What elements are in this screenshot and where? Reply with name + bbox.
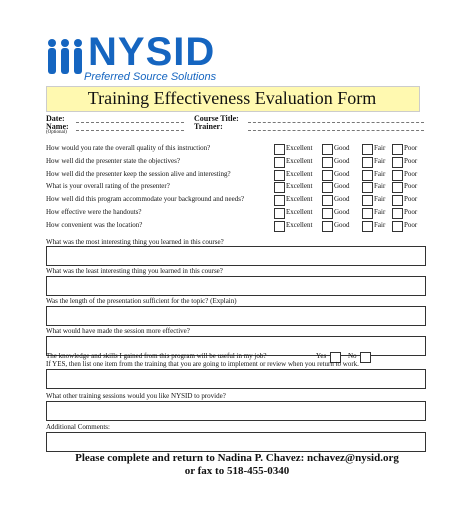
comments-box[interactable] <box>46 432 426 452</box>
rating-checkbox-fair[interactable] <box>362 157 373 168</box>
name-field[interactable] <box>76 130 184 131</box>
rating-question: How would you rate the overall quality of this instruction? <box>46 144 211 152</box>
rating-option-label: Poor <box>404 144 418 152</box>
date-field[interactable] <box>76 122 184 123</box>
logo-name: NYSID <box>88 30 216 74</box>
rating-checkbox-excellent[interactable] <box>274 157 285 168</box>
yes-label: Yes <box>316 352 327 360</box>
course-title-field[interactable] <box>248 122 424 123</box>
rating-checkbox-poor[interactable] <box>392 208 403 219</box>
rating-option-label: Fair <box>374 169 386 178</box>
no-label: No <box>348 352 357 360</box>
rating-option-label: Good <box>334 182 350 191</box>
rating-option-label: Good <box>334 195 350 204</box>
rating-option-label: Fair <box>374 208 386 216</box>
rating-option-label: Poor <box>404 169 418 178</box>
other-training-question: What other training sessions would you like NYSID to provide? <box>46 392 226 400</box>
rating-checkbox-poor[interactable] <box>392 195 403 206</box>
rating-option-label: Poor <box>404 195 418 204</box>
rating-option-label: Fair <box>374 144 386 152</box>
rating-checkbox-excellent[interactable] <box>274 195 285 206</box>
rating-option-label: Poor <box>404 182 418 191</box>
rating-checkbox-fair[interactable] <box>362 195 373 206</box>
date-label: Date: <box>46 114 65 123</box>
rating-checkbox-excellent[interactable] <box>274 170 285 181</box>
open-question: What would have made the session more effective? <box>46 327 190 335</box>
rating-option-label: Excellent <box>286 208 313 216</box>
rating-checkbox-good[interactable] <box>322 182 333 193</box>
rating-option-label: Fair <box>374 156 386 165</box>
no-checkbox[interactable] <box>360 352 371 363</box>
footer-line-2: or fax to 518-455-0340 <box>184 465 290 477</box>
open-question: What was the least interesting thing you learned in this course? <box>46 267 223 275</box>
answer-box[interactable] <box>46 401 426 421</box>
answer-box[interactable] <box>46 246 426 266</box>
rating-question: How convenient was the location? <box>46 220 143 229</box>
form-title: Training Effectiveness Evaluation Form <box>87 88 377 108</box>
rating-checkbox-poor[interactable] <box>392 144 403 155</box>
answer-box[interactable] <box>46 306 426 326</box>
trainer-field[interactable] <box>248 130 424 131</box>
rating-checkbox-fair[interactable] <box>362 208 373 219</box>
answer-box[interactable] <box>46 369 426 389</box>
open-question: What was the most interesting thing you learned in this course? <box>46 238 224 246</box>
rating-question: How effective were the handouts? <box>46 208 142 216</box>
rating-checkbox-excellent[interactable] <box>274 221 285 232</box>
rating-option-label: Fair <box>374 195 386 204</box>
rating-checkbox-good[interactable] <box>322 170 333 181</box>
rating-checkbox-fair[interactable] <box>362 144 373 155</box>
rating-checkbox-poor[interactable] <box>392 170 403 181</box>
rating-question: How well did the presenter keep the session alive and interesting? <box>46 169 231 178</box>
yesno-question: The knowledge and skills I gained from this program will be useful in my job? <box>46 352 267 360</box>
rating-checkbox-fair[interactable] <box>362 182 373 193</box>
name-label: Name: <box>46 122 69 131</box>
rating-option-label: Poor <box>404 208 418 216</box>
rating-question: What is your overall rating of the presenter? <box>46 182 170 191</box>
rating-checkbox-good[interactable] <box>322 195 333 206</box>
rating-option-label: Excellent <box>286 220 313 229</box>
rating-checkbox-poor[interactable] <box>392 221 403 232</box>
rating-question: How well did the presenter state the objectives? <box>46 156 180 165</box>
rating-checkbox-excellent[interactable] <box>274 208 285 219</box>
comments-label: Additional Comments: <box>46 423 110 431</box>
logo-figures-icon <box>46 38 86 78</box>
rating-checkbox-good[interactable] <box>322 144 333 155</box>
rating-option-label: Good <box>334 144 350 152</box>
answer-box[interactable] <box>46 276 426 296</box>
name-optional-note: (Optional) <box>46 130 67 135</box>
rating-checkbox-good[interactable] <box>322 208 333 219</box>
rating-option-label: Poor <box>404 156 418 165</box>
rating-option-label: Poor <box>404 220 418 229</box>
rating-option-label: Excellent <box>286 169 313 178</box>
rating-checkbox-fair[interactable] <box>362 221 373 232</box>
rating-option-label: Fair <box>374 220 386 229</box>
rating-checkbox-poor[interactable] <box>392 182 403 193</box>
rating-checkbox-excellent[interactable] <box>274 182 285 193</box>
yesno-followup: If YES, then list one item from the training that you are going to implement or review when you return to work. <box>46 360 359 368</box>
rating-checkbox-good[interactable] <box>322 221 333 232</box>
rating-option-label: Good <box>334 169 350 178</box>
rating-checkbox-fair[interactable] <box>362 170 373 181</box>
rating-option-label: Excellent <box>286 156 313 165</box>
rating-checkbox-poor[interactable] <box>392 157 403 168</box>
rating-option-label: Good <box>334 208 350 216</box>
logo-tagline: Preferred Source Solutions <box>84 71 217 83</box>
rating-option-label: Good <box>334 156 350 165</box>
rating-checkbox-good[interactable] <box>322 157 333 168</box>
rating-option-label: Fair <box>374 182 386 191</box>
rating-option-label: Excellent <box>286 182 313 191</box>
trainer-label: Trainer: <box>194 122 223 131</box>
rating-option-label: Good <box>334 220 350 229</box>
footer-line-1: Please complete and return to Nadina P. Chavez: nchavez@nysid.org <box>75 452 399 464</box>
rating-question: How well did this program accommodate your background and needs? <box>46 195 245 204</box>
course-title-label: Course Title: <box>194 114 239 123</box>
rating-checkbox-excellent[interactable] <box>274 144 285 155</box>
rating-option-label: Excellent <box>286 144 313 152</box>
open-question: Was the length of the presentation sufficient for the topic? (Explain) <box>46 297 237 305</box>
rating-option-label: Excellent <box>286 195 313 204</box>
